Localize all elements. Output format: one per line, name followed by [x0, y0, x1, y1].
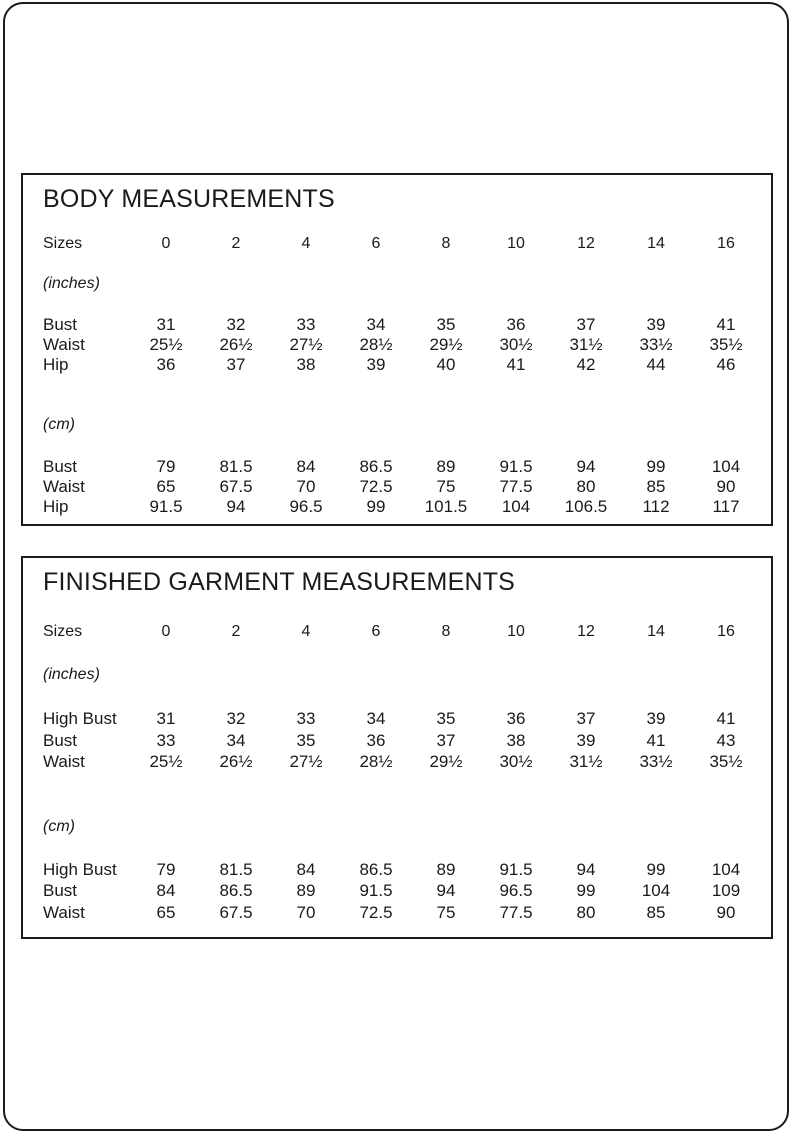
table-cell: 26½: [219, 752, 253, 771]
sizes-row: [23, 234, 771, 254]
table-cell: 25½: [149, 752, 183, 771]
table-cell: 29½: [429, 752, 463, 771]
table-cell: 90: [716, 477, 736, 496]
table-cell: 91.5: [499, 457, 533, 476]
body-measurements-panel: [21, 173, 773, 526]
table-cell: 42: [576, 355, 596, 374]
table-cell: 94: [576, 457, 596, 476]
size-header: 0: [161, 235, 171, 252]
table-cell: 104: [641, 881, 671, 900]
table-cell: 99: [646, 457, 666, 476]
table-cell: 35½: [709, 752, 743, 771]
table-cell: 112: [642, 497, 670, 516]
table-cell: 33: [156, 731, 176, 750]
table-cell: 36: [156, 355, 176, 374]
table-cell: 79: [156, 860, 176, 879]
table-cell: 91.5: [499, 860, 533, 879]
size-header: 0: [161, 623, 171, 640]
table-cell: 84: [296, 457, 316, 476]
table-cell: 36: [366, 731, 386, 750]
table-cell: 46: [716, 355, 736, 374]
table-row: [23, 903, 771, 923]
table-cell: 33½: [639, 335, 673, 354]
table-cell: 96.5: [289, 497, 323, 516]
table-cell: 94: [436, 881, 456, 900]
finished-garment-measurements-panel: [21, 556, 773, 939]
table-cell: 33½: [639, 752, 673, 771]
table-row: [23, 497, 771, 517]
table-cell: 79: [156, 457, 176, 476]
table-cell: 94: [576, 860, 596, 879]
table-cell: 90: [716, 903, 736, 922]
table-cell: 41: [716, 315, 736, 334]
table-row: [23, 860, 771, 880]
table-cell: 41: [646, 731, 666, 750]
table-cell: 39: [576, 731, 596, 750]
size-header: 6: [371, 235, 381, 252]
table-cell: 31½: [569, 335, 603, 354]
table-cell: 39: [646, 315, 666, 334]
table-cell: 91.5: [149, 497, 183, 516]
sizes-label: Sizes: [43, 235, 83, 252]
table-cell: 37: [226, 355, 246, 374]
table-cell: 77.5: [499, 903, 533, 922]
table-cell: 75: [436, 477, 456, 496]
table-cell: 96.5: [499, 881, 533, 900]
table-cell: 25½: [149, 335, 183, 354]
unit-label-inches: (inches): [43, 275, 100, 292]
table-row: [23, 335, 771, 355]
table-cell: 33: [296, 709, 316, 728]
table-cell: 35: [436, 709, 456, 728]
unit-label-cm: (cm): [43, 416, 75, 433]
table-row: [23, 457, 771, 477]
row-label: Bust: [43, 457, 78, 476]
table-cell: 40: [436, 355, 456, 374]
table-cell: 72.5: [359, 477, 393, 496]
table-cell: 30½: [499, 335, 533, 354]
table-cell: 104: [711, 860, 741, 879]
table-cell: 43: [716, 731, 736, 750]
table-cell: 75: [436, 903, 456, 922]
table-row: [23, 752, 771, 772]
table-cell: 67.5: [219, 903, 253, 922]
table-cell: 70: [296, 903, 316, 922]
row-label: Waist: [43, 477, 85, 496]
size-header: 2: [231, 623, 241, 640]
table-cell: 37: [576, 709, 596, 728]
size-header: 6: [371, 623, 381, 640]
row-label: Bust: [43, 731, 78, 750]
table-cell: 44: [646, 355, 666, 374]
table-cell: 81.5: [219, 860, 253, 879]
panel-title: FINISHED GARMENT MEASUREMENTS: [43, 568, 516, 596]
table-cell: 86.5: [359, 860, 393, 879]
table-cell: 84: [156, 881, 176, 900]
table-cell: 35: [436, 315, 456, 334]
table-cell: 31½: [569, 752, 603, 771]
table-cell: 31: [156, 315, 176, 334]
table-cell: 80: [576, 477, 596, 496]
size-header: 12: [577, 235, 595, 252]
table-cell: 27½: [289, 752, 323, 771]
table-cell: 38: [296, 355, 316, 374]
table-cell: 85: [646, 903, 666, 922]
table-cell: 91.5: [359, 881, 393, 900]
size-header: 16: [717, 235, 735, 252]
table-cell: 27½: [289, 335, 323, 354]
table-cell: 30½: [499, 752, 533, 771]
table-cell: 39: [366, 355, 386, 374]
size-header: 8: [441, 235, 451, 252]
table-cell: 31: [156, 709, 176, 728]
row-label: Bust: [43, 881, 78, 900]
table-cell: 35½: [709, 335, 743, 354]
table-cell: 32: [226, 315, 246, 334]
table-cell: 89: [436, 860, 456, 879]
table-cell: 33: [296, 315, 316, 334]
table-cell: 37: [436, 731, 456, 750]
size-header: 4: [301, 623, 311, 640]
table-cell: 26½: [219, 335, 253, 354]
table-cell: 86.5: [359, 457, 393, 476]
table-cell: 41: [506, 355, 526, 374]
table-row: [23, 477, 771, 497]
table-cell: 38: [506, 731, 526, 750]
table-cell: 81.5: [219, 457, 253, 476]
table-cell: 72.5: [359, 903, 393, 922]
table-cell: 70: [296, 477, 316, 496]
table-cell: 106.5: [564, 497, 608, 516]
table-cell: 84: [296, 860, 316, 879]
row-label: Hip: [43, 497, 69, 516]
size-header: 14: [647, 235, 665, 252]
row-label: Bust: [43, 315, 78, 334]
size-header: 8: [441, 623, 451, 640]
table-cell: 94: [226, 497, 246, 516]
table-cell: 80: [576, 903, 596, 922]
table-row: [23, 881, 771, 901]
table-cell: 117: [712, 497, 740, 516]
table-cell: 101.5: [424, 497, 468, 516]
table-row: [23, 731, 771, 751]
row-label: Hip: [43, 355, 69, 374]
table-cell: 34: [226, 731, 246, 750]
table-cell: 109: [711, 881, 741, 900]
table-cell: 104: [711, 457, 741, 476]
table-row: [23, 355, 771, 375]
table-cell: 65: [156, 903, 176, 922]
table-cell: 39: [646, 709, 666, 728]
table-cell: 89: [296, 881, 316, 900]
sizes-label: Sizes: [43, 623, 83, 640]
row-label: Waist: [43, 903, 85, 922]
table-cell: 36: [506, 315, 526, 334]
size-header: 16: [717, 623, 735, 640]
size-header: 14: [647, 623, 665, 640]
table-cell: 35: [296, 731, 316, 750]
row-label: High Bust: [43, 860, 117, 879]
size-header: 4: [301, 235, 311, 252]
row-label: Waist: [43, 752, 85, 771]
unit-label-inches: (inches): [43, 666, 100, 683]
row-label: Waist: [43, 335, 85, 354]
sizes-row: [23, 622, 771, 642]
size-header: 12: [577, 623, 595, 640]
table-cell: 29½: [429, 335, 463, 354]
table-cell: 99: [576, 881, 596, 900]
table-cell: 104: [501, 497, 531, 516]
unit-label-cm: (cm): [43, 818, 75, 835]
size-header: 2: [231, 235, 241, 252]
table-cell: 65: [156, 477, 176, 496]
table-cell: 37: [576, 315, 596, 334]
row-label: High Bust: [43, 709, 117, 728]
table-cell: 28½: [359, 752, 393, 771]
table-cell: 41: [716, 709, 736, 728]
table-cell: 99: [366, 497, 386, 516]
table-cell: 36: [506, 709, 526, 728]
table-cell: 86.5: [219, 881, 253, 900]
table-cell: 67.5: [219, 477, 253, 496]
table-cell: 89: [436, 457, 456, 476]
table-cell: 77.5: [499, 477, 533, 496]
table-cell: 32: [226, 709, 246, 728]
table-cell: 34: [366, 709, 386, 728]
panel-title: BODY MEASUREMENTS: [43, 185, 335, 213]
table-cell: 34: [366, 315, 386, 334]
table-row: [23, 315, 771, 335]
table-cell: 85: [646, 477, 666, 496]
table-cell: 99: [646, 860, 666, 879]
size-header: 10: [507, 235, 525, 252]
table-row: [23, 709, 771, 729]
size-header: 10: [507, 623, 525, 640]
table-cell: 28½: [359, 335, 393, 354]
